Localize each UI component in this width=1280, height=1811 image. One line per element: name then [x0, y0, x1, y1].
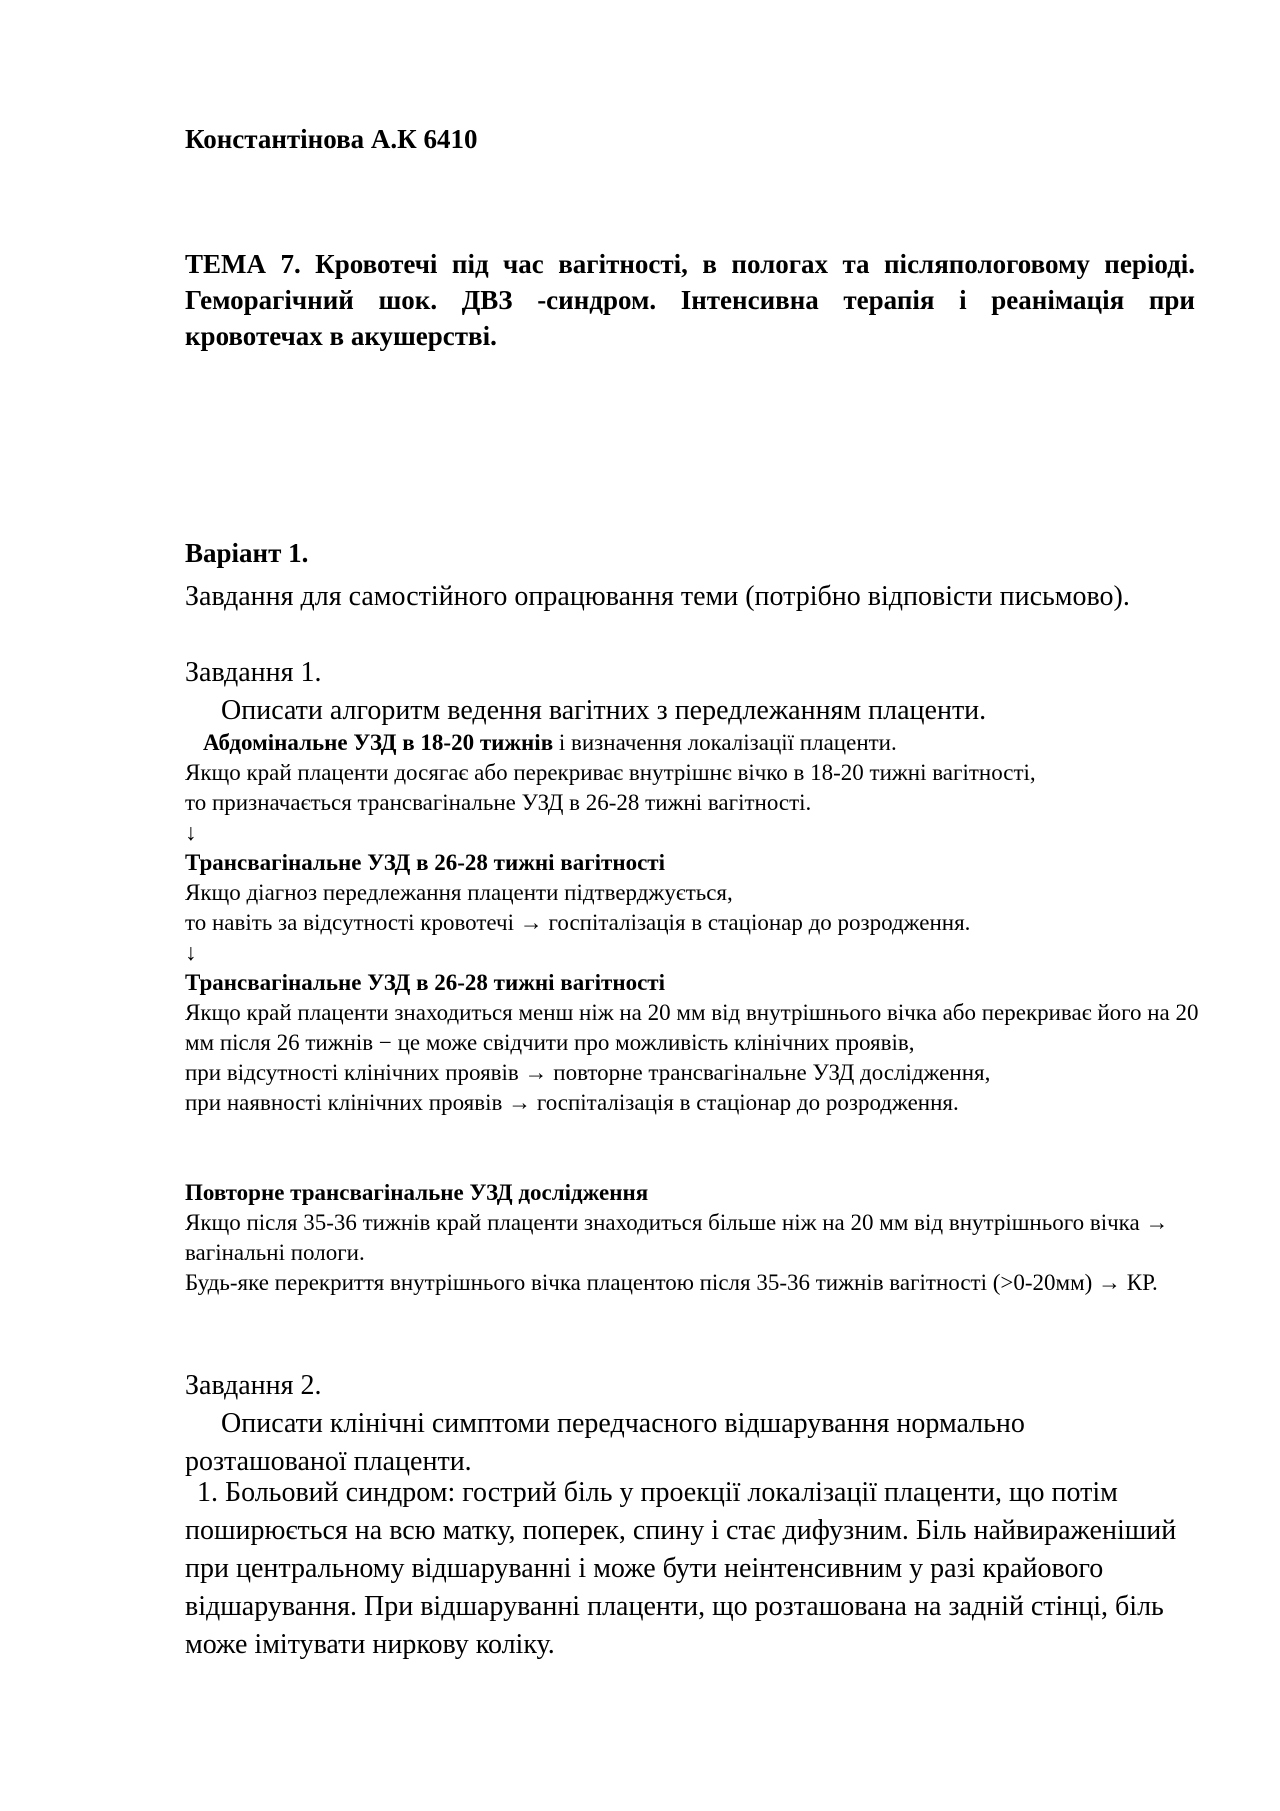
step3-line-2: при відсутності клінічних проявів → повторне трансвагінальне УЗД дослідження,	[185, 1060, 991, 1085]
step1-heading-suffix: і визначення локалізації плаценти.	[553, 730, 897, 755]
step1-line-1: Якщо край плаценти досягає або перекриває внутрішнє вічко в 18-20 тижні вагітності,	[185, 760, 1036, 785]
step3-block	[185, 968, 1205, 1118]
step2-line-2: то навіть за відсутності кровотечі → госпіталізація в стаціонар до розродження.	[185, 910, 971, 935]
variant-heading: Варіант 1.	[185, 538, 309, 568]
step1-line	[203, 728, 897, 758]
step4-line-1: Якщо після 35-36 тижнів край плаценти знаходиться більше ніж на 20 мм від внутрішнього вічка → вагінальні пологи.	[185, 1210, 1169, 1265]
down-arrow-icon: ↓	[185, 940, 197, 965]
task2-label: Завдання 2.	[185, 1370, 322, 1401]
step3-heading: Трансвагінальне УЗД в 26-28 тижні вагітності	[185, 970, 665, 995]
step3-line-1: Якщо край плаценти знаходиться менш ніж на 20 мм від внутрішнього вічка або перекриває його на 20 мм після 26 тижнів − це може свідчити про можливість клінічних проявів,	[185, 1000, 1199, 1055]
step1-block	[185, 758, 1205, 848]
task1-label: Завдання 1.	[185, 657, 322, 688]
step4-heading: Повторне трансвагінальне УЗД дослідження	[185, 1180, 649, 1205]
step1-heading: Абдомінальне УЗД в 18-20 тижнів	[203, 730, 554, 755]
step2-block	[185, 848, 1205, 968]
task1-question: Описати алгоритм ведення вагітних з передлежанням плаценти.	[221, 695, 987, 726]
step3-line-3: при наявності клінічних проявів → госпіталізація в стаціонар до розродження.	[185, 1090, 959, 1115]
task2-question: Описати клінічні симптоми передчасного відшарування нормально розташованої плаценти.	[185, 1408, 1025, 1477]
step1-line-2: то призначається трансвагінальне УЗД в 26-28 тижні вагітності.	[185, 790, 812, 815]
topic-title: ТЕМА 7. Кровотечі під час вагітності, в пологах та післяпологовому періоді. Геморагічний шок. ДВЗ -синдром. Інтенсивна терапія і реанімація при кровотечах в акушерстві.	[185, 249, 1195, 351]
task-instructions: Завдання для самостійного опрацювання теми (потрібно відповісти письмово).	[185, 581, 1130, 612]
task2-answer: 1. Больовий синдром: гострий біль у проекції локалізації плаценти, що потім поширюється на всю матку, поперек, спину і стає дифузним. Біль найвираженіший при центральному відшаруванні і може бути неінтенсивним у разі крайового відшарування. При відшаруванні плаценти, що розташована на задній стінці, біль може імітувати ниркову коліку.	[185, 1477, 1177, 1660]
step4-block	[185, 1178, 1205, 1298]
step4-line-2: Будь-яке перекриття внутрішнього вічка плацентою після 35-36 тижнів вагітності (>0-20мм) → КР.	[185, 1270, 1158, 1295]
step2-line-1: Якщо діагноз передлежання плаценти підтверджується,	[185, 880, 733, 905]
step2-heading: Трансвагінальне УЗД в 26-28 тижні вагітності	[185, 850, 665, 875]
author-line: Константінова А.К 6410	[185, 124, 478, 154]
down-arrow-icon: ↓	[185, 820, 197, 845]
